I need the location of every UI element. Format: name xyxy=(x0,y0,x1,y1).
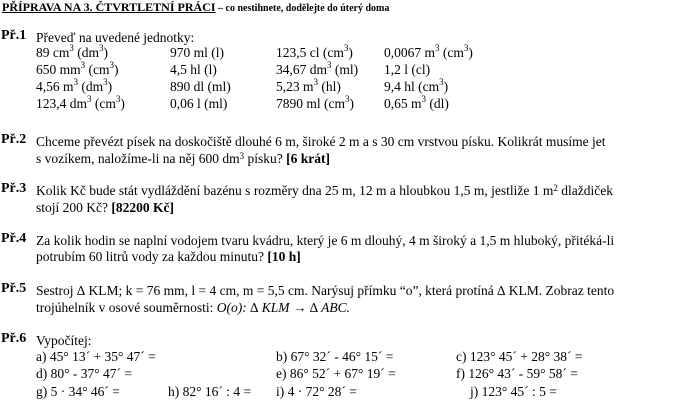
conversion-item: 4,56 $m^3$ $(dm^3)$ xyxy=(36,77,113,94)
conversion-item: 0,06 l (ml) xyxy=(170,96,228,111)
conversion-item: 123,4 $dm^3$ $(cm^3)$ xyxy=(36,94,125,111)
conversion-item: 1,2 l (cl) xyxy=(384,62,431,77)
conversion-item: 650 $mm^3$ $(cm^3)$ xyxy=(36,60,119,77)
conversion-item: 89 $cm^3$ $(dm^3)$ xyxy=(36,43,108,60)
angle-task-c: c) 123° 45´ + 28° 38´ = xyxy=(456,349,583,364)
conversion-item: 4,5 hl (l) xyxy=(170,62,217,77)
exercise-3-answer: [82200 Kč] xyxy=(111,200,174,215)
exercise-3-line-2: stojí 200 Kč? [82200 Kč] xyxy=(36,200,174,215)
conversion-item: 34,67 $dm^3$ (ml) xyxy=(276,60,359,77)
angle-task-i: i) 4 · 72° 28´ = xyxy=(276,384,357,399)
exercise-4-line-2: potrubím 60 litrů vody za každou minutu? [10 h] xyxy=(36,249,301,264)
exercise-3-line-1: Kolik Kč bude stát vydláždění bazénu s rozměry dna 25 m, 12 m a hloubkou 1,5 m, jestliže 1 $m^2$ dlaždiček xyxy=(36,183,613,198)
exercise-2-line-1: Chceme převézt písek na doskočiště dlouhé 6 m, široké 2 m a s 30 cm vrstvou písku. Kolikrát musíme jet xyxy=(36,134,606,149)
conversion-item: 0,0067 $m^3$ $(cm^3)$ xyxy=(384,43,473,60)
exercise-2-label: Př.2 xyxy=(1,132,27,147)
exercise-5-line-2: trojúhelník v osové souměrnosti: O(o): ∆ KLM → ∆ ABC. xyxy=(36,300,351,315)
angle-task-e: e) 86° 52´ + 67° 19´ = xyxy=(276,366,396,381)
conversion-item: 9,4 hl $(cm^3)$ xyxy=(384,77,449,94)
angle-task-b: b) 67° 32´ - 46° 15´ = xyxy=(276,349,394,364)
conversion-item: 0,65 $m^3$ (dl) xyxy=(384,94,449,111)
conversion-item: 970 ml (l) xyxy=(170,45,224,60)
exercise-6-instruction: Vypočítej: xyxy=(36,333,92,348)
exercise-4-label: Př.4 xyxy=(1,231,27,246)
angle-task-f: f) 126° 43´ - 59° 58´ = xyxy=(456,366,578,381)
exercise-2-answer: [6 krát] xyxy=(286,151,330,166)
exercise-5-label: Př.5 xyxy=(1,281,27,296)
page-header xyxy=(2,0,389,15)
exercise-6-label: Př.6 xyxy=(1,331,27,346)
conversion-item: 5,23 $m^3$ (hl) xyxy=(276,77,341,94)
exercise-4-answer: [10 h] xyxy=(267,249,301,264)
angle-task-h: h) 82° 16´ : 4 = xyxy=(168,384,252,399)
angle-task-j: j) 123° 45´ : 5 = xyxy=(470,384,557,399)
exercise-4-line-1: Za kolik hodin se naplní vodojem tvaru kvádru, který je 6 m dlouhý, 4 m široký a 1,5 m hluboký, přitéká-li xyxy=(36,233,615,248)
conversion-item: 123,5 cl $(cm^3)$ xyxy=(276,43,353,60)
exercise-2-line-2: s vozíkem, naložíme-li na něj 600 $dm^3$ písku? [6 krát] xyxy=(36,151,330,166)
angle-task-d: d) 80° - 37° 47´ = xyxy=(36,366,133,381)
conversion-item: 7890 ml $(cm^3)$ xyxy=(276,94,354,111)
exercise-1-label: Př.1 xyxy=(1,28,27,43)
angle-task-a: a) 45° 13´ + 35° 47´ = xyxy=(36,349,156,364)
symmetry-notation: O(o): ∆ KLM → ∆ ABC. xyxy=(216,300,351,315)
page-subtitle: – co nestihnete, dodělejte do úterý doma xyxy=(215,3,390,14)
exercise-1-instruction: Převeď na uvedené jednotky: xyxy=(36,30,195,45)
exercise-3-label: Př.3 xyxy=(1,181,27,196)
conversion-item: 890 dl (ml) xyxy=(170,79,231,94)
angle-task-g: g) 5 · 34° 46´ = xyxy=(36,384,120,399)
page-title: PŘÍPRAVA NA 3. ČTVRTLETNÍ PRÁCI xyxy=(2,0,216,14)
exercise-5-line-1: Sestroj ∆ KLM; k = 76 mm, l = 4 cm, m = 5,5 cm. Narýsuj přímku “o”, která protíná ∆ KLM. Zobraz tento xyxy=(36,283,615,298)
